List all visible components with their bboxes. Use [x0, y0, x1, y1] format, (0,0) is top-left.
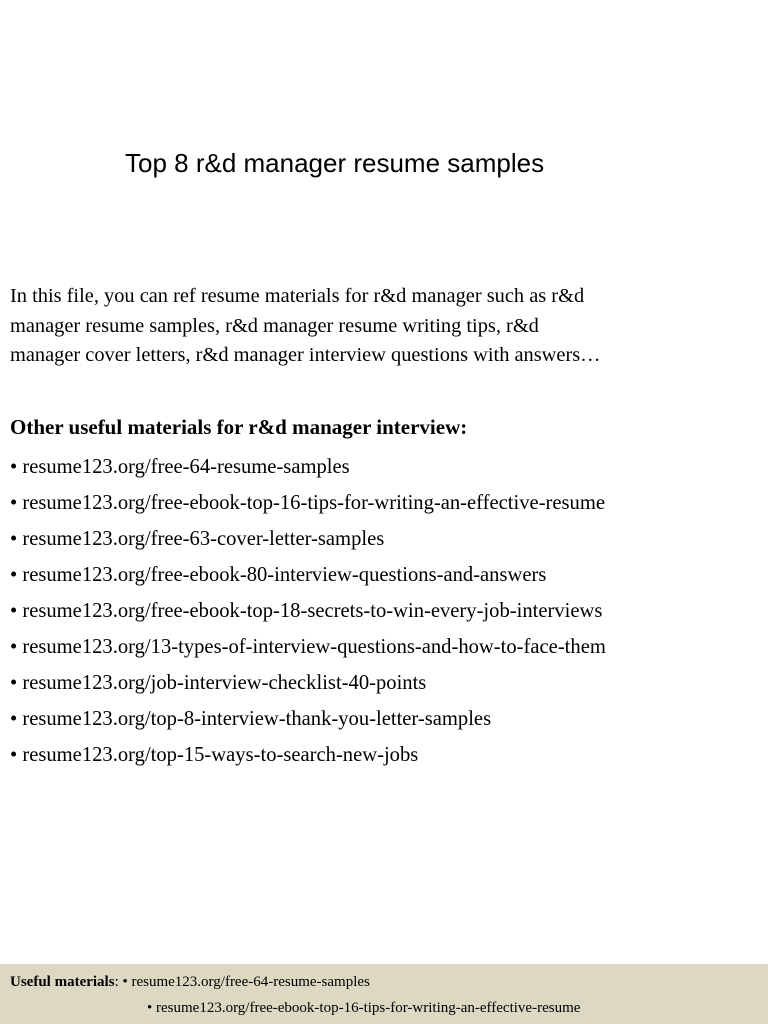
- intro-line: manager cover letters, r&d manager interview questions with answers…: [10, 344, 601, 366]
- intro-line: manager resume samples, r&d manager resume writing tips, r&d: [10, 314, 539, 337]
- materials-link-item[interactable]: • resume123.org/13-types-of-interview-questions-and-how-to-face-them: [10, 636, 606, 658]
- footer-bar: [0, 964, 768, 1024]
- footer-row: [10, 970, 370, 994]
- intro-paragraph: [10, 282, 762, 371]
- materials-link-item[interactable]: • resume123.org/top-15-ways-to-search-new-jobs: [10, 744, 419, 766]
- materials-link-item[interactable]: • resume123.org/free-63-cover-letter-samples: [10, 528, 385, 550]
- footer-label: Useful materials: [10, 974, 115, 990]
- footer-link[interactable]: • resume123.org/free-ebook-top-16-tips-for-writing-an-effective-resume: [147, 1000, 581, 1016]
- footer-link[interactable]: • resume123.org/free-64-resume-samples: [122, 974, 370, 990]
- materials-list: [10, 449, 768, 773]
- materials-link-item[interactable]: • resume123.org/free-64-resume-samples: [10, 456, 350, 478]
- materials-link-item[interactable]: • resume123.org/free-ebook-80-interview-questions-and-answers: [10, 564, 547, 586]
- materials-link-item[interactable]: • resume123.org/top-8-interview-thank-you-letter-samples: [10, 708, 492, 730]
- footer-separator: :: [114, 974, 123, 990]
- materials-link-item[interactable]: • resume123.org/job-interview-checklist-40-points: [10, 672, 427, 694]
- footer-row: [147, 996, 580, 1020]
- materials-link-item[interactable]: • resume123.org/free-ebook-top-18-secrets-to-win-every-job-interviews: [10, 600, 603, 622]
- materials-heading: Other useful materials for r&d manager interview:: [10, 415, 468, 439]
- intro-line: In this file, you can ref resume materials for r&d manager such as r&d: [10, 285, 585, 307]
- page-title: Top 8 r&d manager resume samples: [125, 148, 545, 178]
- materials-link-item[interactable]: • resume123.org/free-ebook-top-16-tips-for-writing-an-effective-resume: [10, 492, 606, 514]
